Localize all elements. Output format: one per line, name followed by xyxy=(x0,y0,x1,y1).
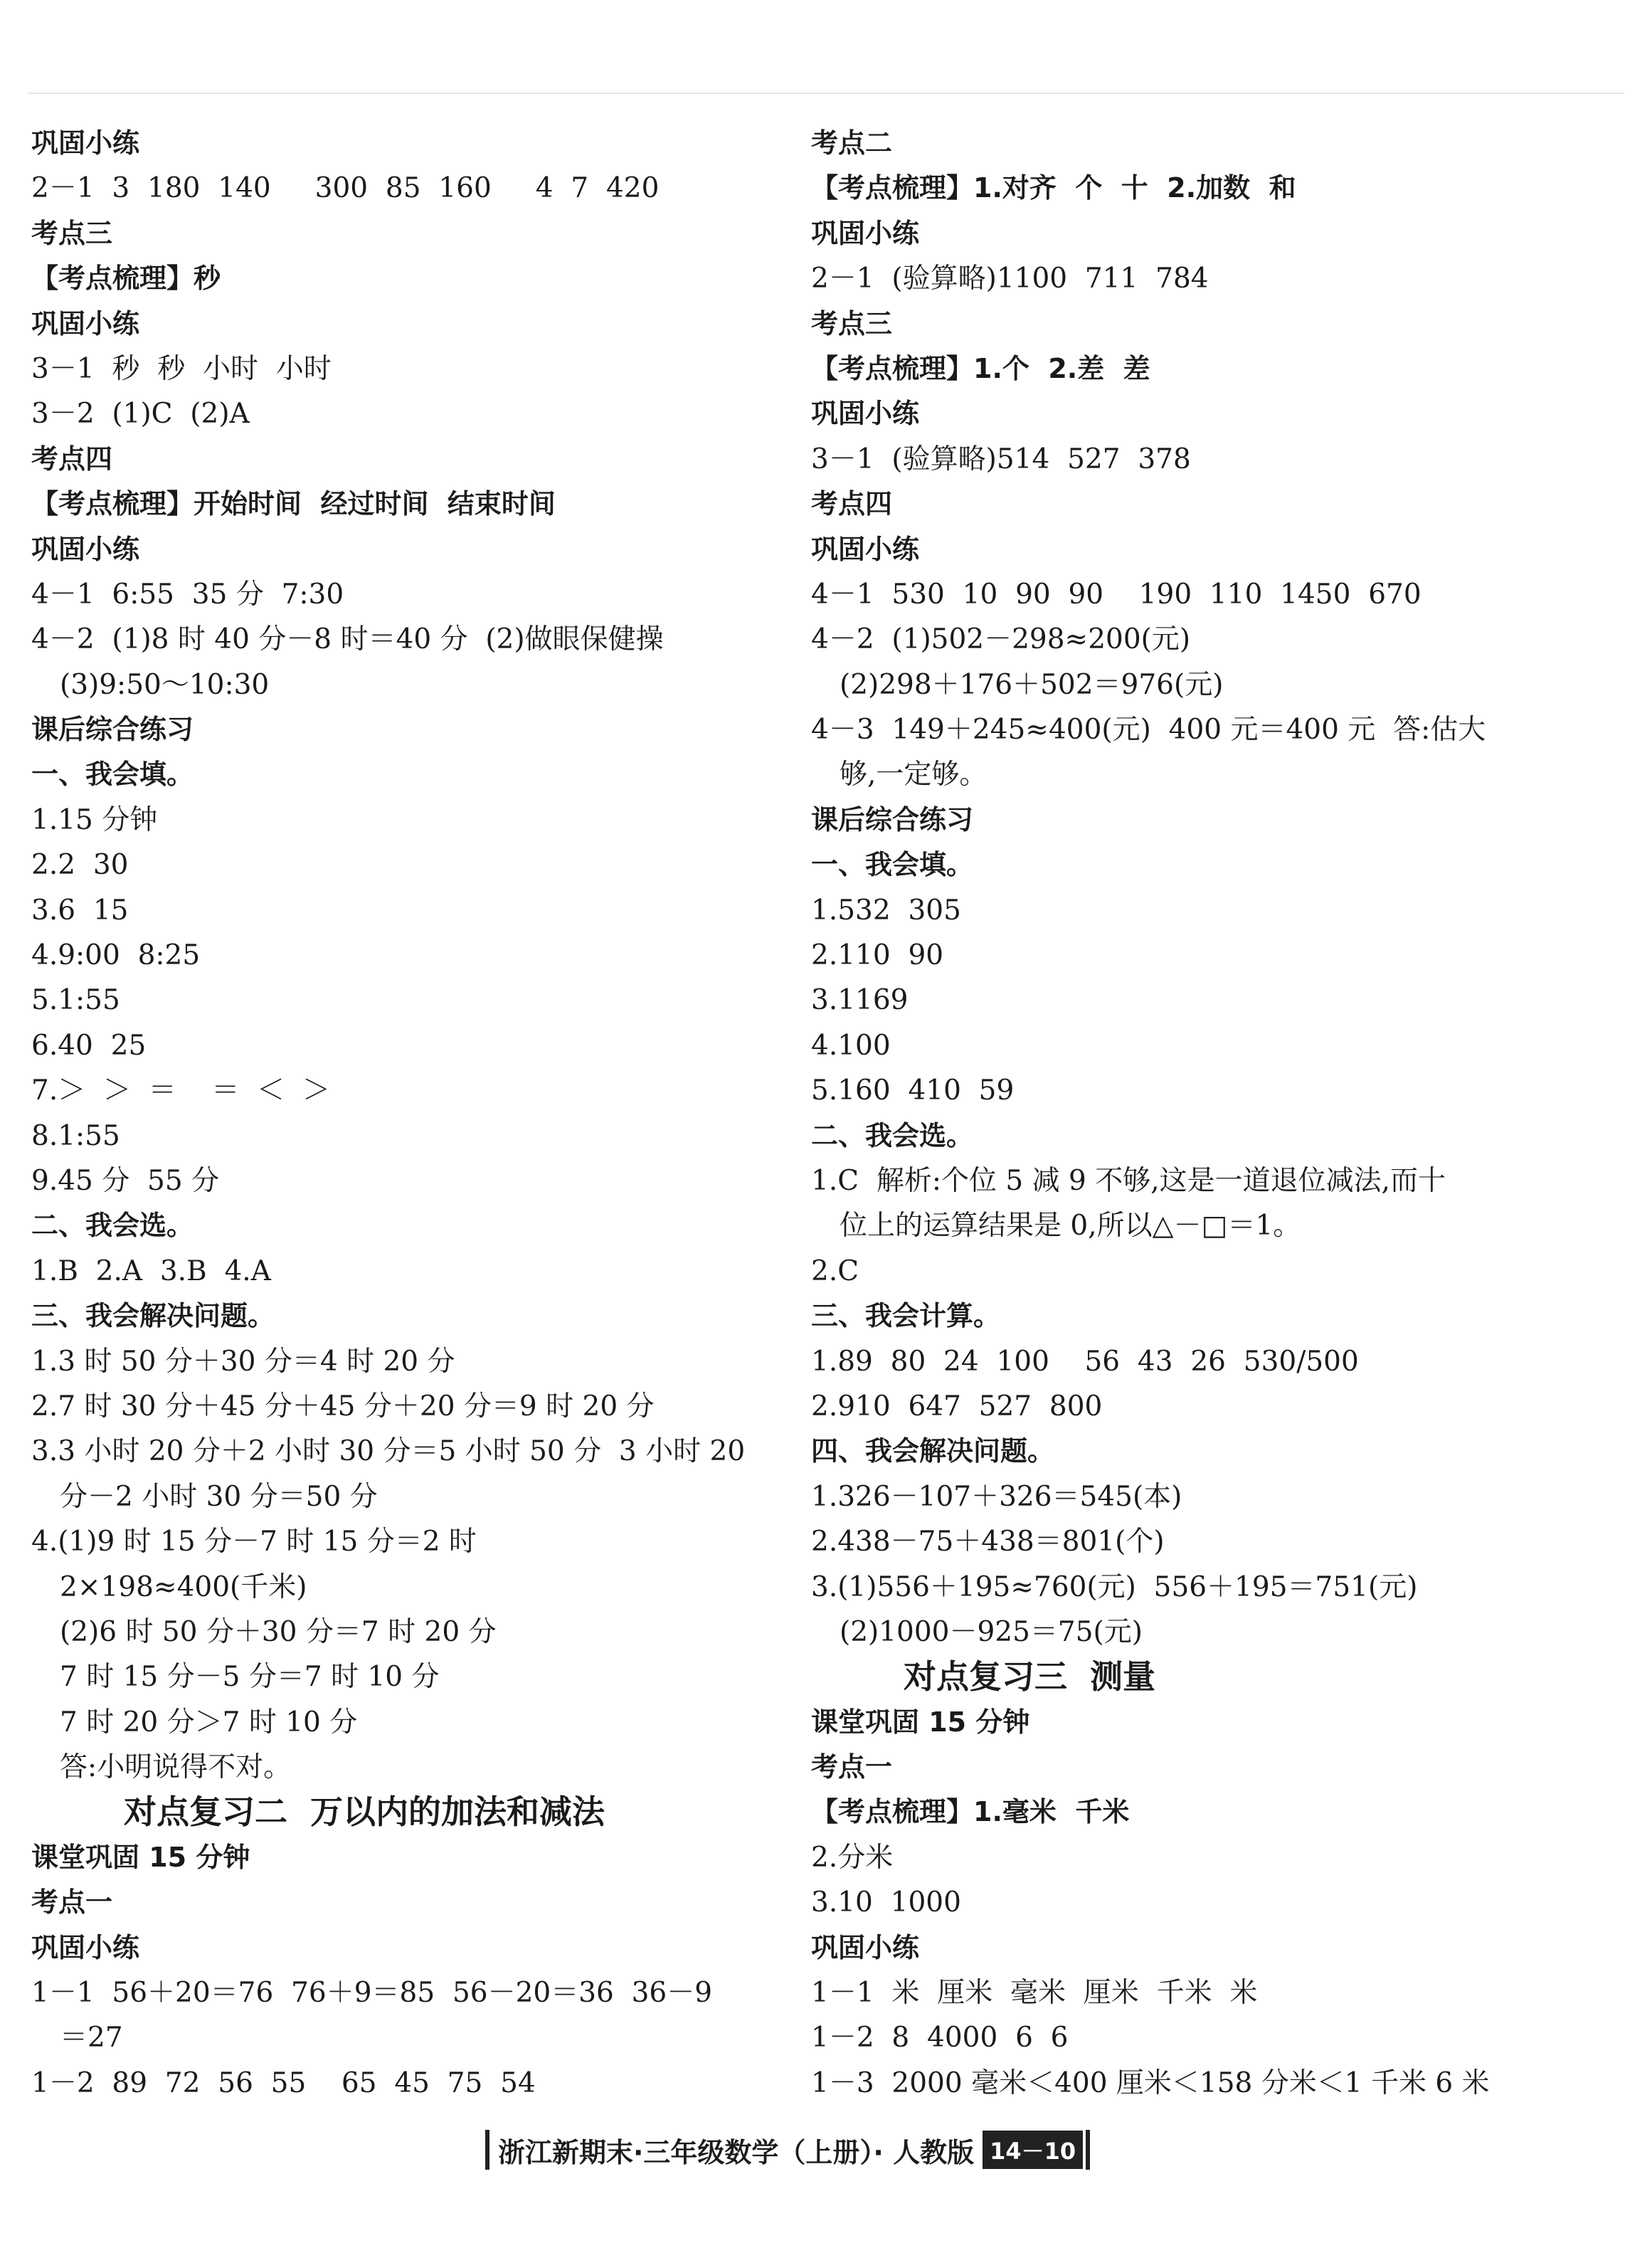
section-heading: 课堂巩固 15 分钟 xyxy=(811,1706,1030,1738)
footer-right-bar xyxy=(1086,2130,1090,2170)
section-heading: 考点一 xyxy=(811,1751,893,1783)
section-heading: 巩固小练 xyxy=(811,217,920,249)
answer-line: 1－1 米 厘米 毫米 厘米 千米 米 xyxy=(811,1977,1258,2010)
section-heading: 【考点梳理】1.对齐 个 十 2.加数 和 xyxy=(811,172,1296,204)
answer-line: 1.326－107＋326＝545(本) xyxy=(811,1480,1182,1513)
answer-line: (2)1000－925＝75(元) xyxy=(840,1615,1143,1648)
answer-line: 1－3 2000 毫米＜400 厘米＜158 分米＜1 千米 6 米 xyxy=(811,2067,1490,2099)
section-heading: 考点二 xyxy=(811,127,893,159)
section-heading: 四、我会解决问题。 xyxy=(811,1435,1055,1467)
answer-line: 1－2 89 72 56 55 65 45 75 54 xyxy=(31,2067,536,2099)
top-rule xyxy=(28,93,1624,94)
answer-line: 分－2 小时 30 分＝50 分 xyxy=(60,1480,378,1513)
answer-line: 1－2 8 4000 6 6 xyxy=(811,2022,1069,2054)
answer-line: 1.B 2.A 3.B 4.A xyxy=(31,1255,271,1287)
answer-line: 3－1 秒 秒 小时 小时 xyxy=(31,352,332,385)
answer-line: 1.C 解析:个位 5 减 9 不够,这是一道退位减法,而十 xyxy=(811,1164,1446,1197)
answer-line: 3.1169 xyxy=(811,984,909,1017)
answer-line: 3－2 (1)C (2)A xyxy=(31,398,250,431)
section-heading: 三、我会计算。 xyxy=(811,1300,1001,1332)
answer-line: (3)9:50～10:30 xyxy=(60,668,270,701)
answer-line: 1.3 时 50 分＋30 分＝4 时 20 分 xyxy=(31,1345,455,1378)
section-heading: 巩固小练 xyxy=(31,307,140,339)
section-heading: 巩固小练 xyxy=(811,398,920,430)
chapter-title: 对点复习三 测量 xyxy=(904,1657,1156,1696)
answer-line: 4.9:00 8:25 xyxy=(31,939,201,972)
answer-line: 4－2 (1)502－298≈200(元) xyxy=(811,623,1191,656)
section-heading: 考点四 xyxy=(811,488,893,520)
section-heading: 课后综合练习 xyxy=(31,714,194,746)
section-heading: 考点一 xyxy=(31,1886,113,1919)
answer-line: 5.160 410 59 xyxy=(811,1075,1015,1107)
answer-line: (2)298＋176＋502＝976(元) xyxy=(840,668,1224,701)
answer-line: 2.910 647 527 800 xyxy=(811,1390,1103,1423)
answer-line: ＝27 xyxy=(60,2022,123,2054)
answer-line: 1.89 80 24 100 56 43 26 530/500 xyxy=(811,1345,1359,1378)
answer-line: 2×198≈400(千米) xyxy=(60,1571,307,1603)
answer-line: (2)6 时 50 分＋30 分＝7 时 20 分 xyxy=(60,1615,497,1648)
section-heading: 三、我会解决问题。 xyxy=(31,1300,275,1332)
answer-line: 2－1 3 180 140 300 85 160 4 7 420 xyxy=(31,172,660,205)
section-heading: 【考点梳理】1.个 2.差 差 xyxy=(811,352,1150,384)
answer-line: 3.(1)556＋195≈760(元) 556＋195＝751(元) xyxy=(811,1571,1418,1603)
answer-line: 2.C xyxy=(811,1255,859,1287)
section-heading: 课堂巩固 15 分钟 xyxy=(31,1841,250,1873)
section-heading: 一、我会填。 xyxy=(811,849,974,881)
section-heading: 巩固小练 xyxy=(31,127,140,159)
answer-line: 7 时 20 分＞7 时 10 分 xyxy=(60,1706,358,1738)
answer-line: 4－1 530 10 90 90 190 110 1450 670 xyxy=(811,578,1421,611)
page-badge: 14－10 xyxy=(983,2131,1083,2169)
section-heading: 考点三 xyxy=(31,217,113,249)
answer-line: 1.532 305 xyxy=(811,894,961,927)
answer-line: 2－1 (验算略)1100 711 784 xyxy=(811,263,1209,295)
section-heading: 一、我会填。 xyxy=(31,759,194,791)
section-heading: 巩固小练 xyxy=(811,533,920,565)
answer-line: 4－3 149＋245≈400(元) 400 元＝400 元 答:估大 xyxy=(811,714,1486,746)
answer-line: 7 时 15 分－5 分＝7 时 10 分 xyxy=(60,1661,440,1694)
answer-line: 1－1 56＋20＝76 76＋9＝85 56－20＝36 36－9 xyxy=(31,1977,713,2010)
answer-line: 3.6 15 xyxy=(31,894,129,927)
answer-line: 8.1:55 xyxy=(31,1119,120,1152)
answer-line: 答:小明说得不对。 xyxy=(60,1751,292,1784)
section-heading: 巩固小练 xyxy=(811,1931,920,1963)
footer xyxy=(485,2126,1090,2173)
answer-line: 7.＞ ＞ ＝ ＝ ＜ ＞ xyxy=(31,1075,330,1107)
section-heading: 二、我会选。 xyxy=(811,1119,974,1151)
left-column xyxy=(31,121,778,2106)
footer-title: 浙江新期末·三年级数学（上册）· 人教版 xyxy=(498,2136,975,2168)
answer-line: 2.2 30 xyxy=(31,849,129,882)
answer-line: 3.3 小时 20 分＋2 小时 30 分＝5 小时 50 分 3 小时 20 xyxy=(31,1435,746,1468)
answer-line: 够,一定够。 xyxy=(840,759,988,791)
section-heading: 【考点梳理】开始时间 经过时间 结束时间 xyxy=(31,488,556,520)
section-heading: 【考点梳理】1.毫米 千米 xyxy=(811,1796,1130,1828)
answer-line: 2.110 90 xyxy=(811,939,944,972)
section-heading: 【考点梳理】秒 xyxy=(31,263,221,295)
answer-line: 4.(1)9 时 15 分－7 时 15 分＝2 时 xyxy=(31,1526,477,1558)
chapter-title: 对点复习二 万以内的加法和减法 xyxy=(124,1793,605,1832)
answer-line: 5.1:55 xyxy=(31,984,120,1017)
answer-line: 位上的运算结果是 0,所以△－□＝1。 xyxy=(840,1210,1301,1242)
answer-line: 4－2 (1)8 时 40 分－8 时＝40 分 (2)做眼保健操 xyxy=(31,623,664,656)
section-heading: 巩固小练 xyxy=(31,533,140,565)
answer-line: 6.40 25 xyxy=(31,1029,147,1062)
section-heading: 二、我会选。 xyxy=(31,1210,194,1242)
section-heading: 课后综合练习 xyxy=(811,803,974,835)
answer-line: 3－1 (验算略)514 527 378 xyxy=(811,443,1191,475)
answer-line: 2.分米 xyxy=(811,1841,894,1874)
answer-line: 3.10 1000 xyxy=(811,1886,961,1919)
section-heading: 巩固小练 xyxy=(31,1931,140,1963)
answer-line: 4.100 xyxy=(811,1029,891,1062)
answer-line: 2.438－75＋438＝801(个) xyxy=(811,1526,1165,1558)
right-column xyxy=(811,121,1558,2106)
section-heading: 考点三 xyxy=(811,307,893,339)
answer-line: 2.7 时 30 分＋45 分＋45 分＋20 分＝9 时 20 分 xyxy=(31,1390,655,1423)
answer-line: 9.45 分 55 分 xyxy=(31,1164,220,1197)
answer-line: 4－1 6:55 35 分 7:30 xyxy=(31,578,344,611)
section-heading: 考点四 xyxy=(31,443,113,475)
answer-line: 1.15 分钟 xyxy=(31,803,158,836)
